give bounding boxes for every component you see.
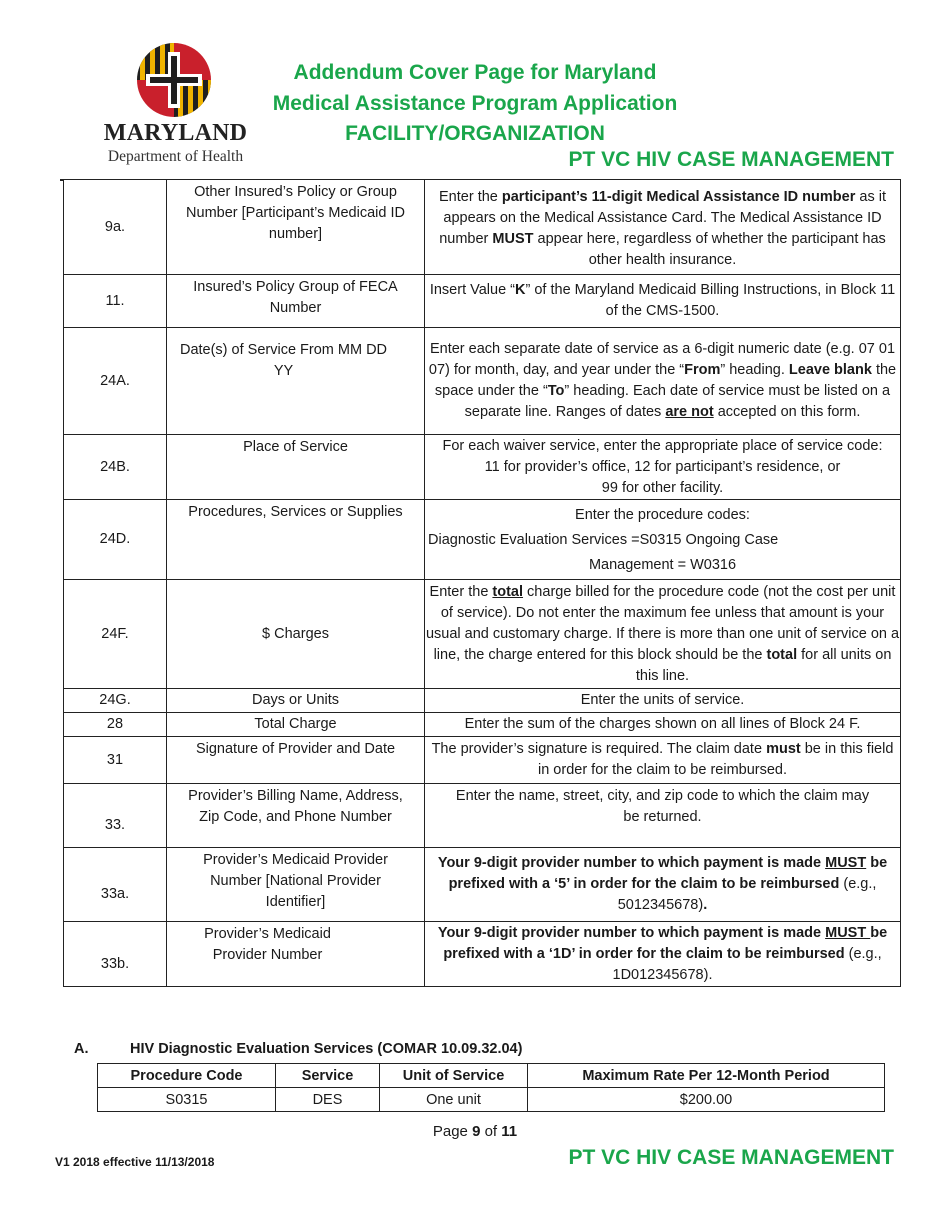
rates-header: Service	[276, 1064, 380, 1088]
field-label: Place of Service	[167, 435, 425, 500]
block-number: 9a.	[64, 180, 167, 275]
block-number: 24F.	[64, 580, 167, 689]
title-line: Addendum Cover Page for Maryland	[293, 61, 657, 84]
logo-department: Department of Health	[107, 148, 244, 165]
footer-program-name: PT VC HIV CASE MANAGEMENT	[568, 1146, 894, 1169]
field-label: Provider’s Medicaid Provider Number [National Provider Identifier]	[167, 848, 425, 922]
table-row	[64, 275, 901, 328]
rates-header-row	[98, 1064, 885, 1088]
rates-cell: One unit	[380, 1088, 528, 1112]
field-label: Insured’s Policy Group of FECA Number	[167, 275, 425, 328]
field-instruction: Enter the total charge billed for the procedure code (not the cost per unit of service). Do not enter the maximum fee unless that amount is your usual and customary charge. If there is more than one unit of service on a line, the charge entered for this block should be the total for all units on this line.	[425, 580, 901, 689]
block-number: 24D.	[64, 500, 167, 580]
block-number: 33.	[64, 784, 167, 848]
rates-cell: S0315	[98, 1088, 276, 1112]
program-name: PT VC HIV CASE MANAGEMENT	[568, 148, 894, 171]
field-instruction: Enter the procedure codes: Diagnostic Evaluation Services =S0315 Ongoing Case Management = W0316	[425, 500, 901, 580]
field-instruction: Enter the sum of the charges shown on all lines of Block 24 F.	[425, 713, 901, 737]
field-label: Days or Units	[167, 689, 425, 713]
table-row	[64, 737, 901, 784]
field-instruction: Enter the name, street, city, and zip code to which the claim may be returned.	[425, 784, 901, 848]
field-instruction: Enter the units of service.	[425, 689, 901, 713]
version-label: V1 2018 effective 11/13/2018	[55, 1155, 215, 1169]
field-label: $ Charges	[167, 580, 425, 689]
section-title: HIV Diagnostic Evaluation Services (COMAR 10.09.32.04)	[130, 1041, 523, 1057]
rates-table	[97, 1063, 885, 1112]
title-line: FACILITY/ORGANIZATION	[345, 122, 605, 145]
rates-header: Maximum Rate Per 12-Month Period	[528, 1064, 885, 1088]
field-label: Date(s) of Service From MM DD YY	[167, 328, 425, 435]
block-number: 24G.	[64, 689, 167, 713]
block-number: 24A.	[64, 328, 167, 435]
block-number: 28	[64, 713, 167, 737]
maryland-flag-icon	[136, 42, 212, 118]
field-instruction: Your 9-digit provider number to which payment is made MUST be prefixed with a ‘5’ in order for the claim to be reimbursed (e.g., 5012345678).	[425, 848, 901, 922]
field-instruction: For each waiver service, enter the appropriate place of service code: 11 for provider’s office, 12 for participant’s residence, or 99 for other facility.	[425, 435, 901, 500]
page-title	[240, 58, 710, 150]
table-row	[64, 180, 901, 275]
field-label: Total Charge	[167, 713, 425, 737]
block-number: 33a.	[64, 848, 167, 922]
title-line: Medical Assistance Program Application	[272, 91, 678, 115]
table-row	[64, 328, 901, 435]
field-label: Signature of Provider and Date	[167, 737, 425, 784]
rates-header: Unit of Service	[380, 1064, 528, 1088]
section-letter: A.	[74, 1041, 89, 1057]
table-row	[64, 689, 901, 713]
block-number: 24B.	[64, 435, 167, 500]
table-row	[64, 580, 901, 689]
field-label: Provider’s Medicaid Provider Number	[167, 922, 425, 987]
field-instruction: Insert Value “K” of the Maryland Medicaid Billing Instructions, in Block 11 of the CMS-1500.	[425, 275, 901, 328]
field-instruction: The provider’s signature is required. The claim date must be in this field in order for the claim to be reimbursed.	[425, 737, 901, 784]
field-instruction: Your 9-digit provider number to which payment is made MUST be prefixed with a ‘1D’ in order for the claim to be reimbursed (e.g., 1D012345678).	[425, 922, 901, 987]
table-row	[64, 784, 901, 848]
instructions-table	[63, 179, 901, 987]
field-label: Other Insured’s Policy or Group Number [Participant’s Medicaid ID number]	[167, 180, 425, 275]
field-instruction: Enter each separate date of service as a 6-digit numeric date (e.g. 07 01 07) for month, day, and year under the “From” heading. Leave blank the space under the “To” heading. Each date of service must be listed on a separate line. Ranges of dates are not accepted on this form.	[425, 328, 901, 435]
block-number: 11.	[64, 275, 167, 328]
table-row	[64, 713, 901, 737]
block-number: 31	[64, 737, 167, 784]
maryland-logo	[88, 42, 263, 168]
block-number: 33b.	[64, 922, 167, 987]
table-row	[64, 922, 901, 987]
page-number: Page 9 of 11	[432, 1123, 518, 1140]
section-heading	[74, 1041, 522, 1057]
rates-cell: $200.00	[528, 1088, 885, 1112]
rates-header: Procedure Code	[98, 1064, 276, 1088]
table-row	[64, 500, 901, 580]
table-row	[64, 435, 901, 500]
rates-cell: DES	[276, 1088, 380, 1112]
field-label: Provider’s Billing Name, Address, Zip Code, and Phone Number	[167, 784, 425, 848]
table-row	[64, 848, 901, 922]
rates-row	[98, 1088, 885, 1112]
logo-wordmark: MARYLAND	[103, 120, 248, 146]
field-label: Procedures, Services or Supplies	[167, 500, 425, 580]
field-instruction: Enter the participant’s 11-digit Medical Assistance ID number as it appears on the Medical Assistance Card. The Medical Assistance ID number MUST appear here, regardless of whether the participant has other health insurance.	[425, 180, 901, 275]
